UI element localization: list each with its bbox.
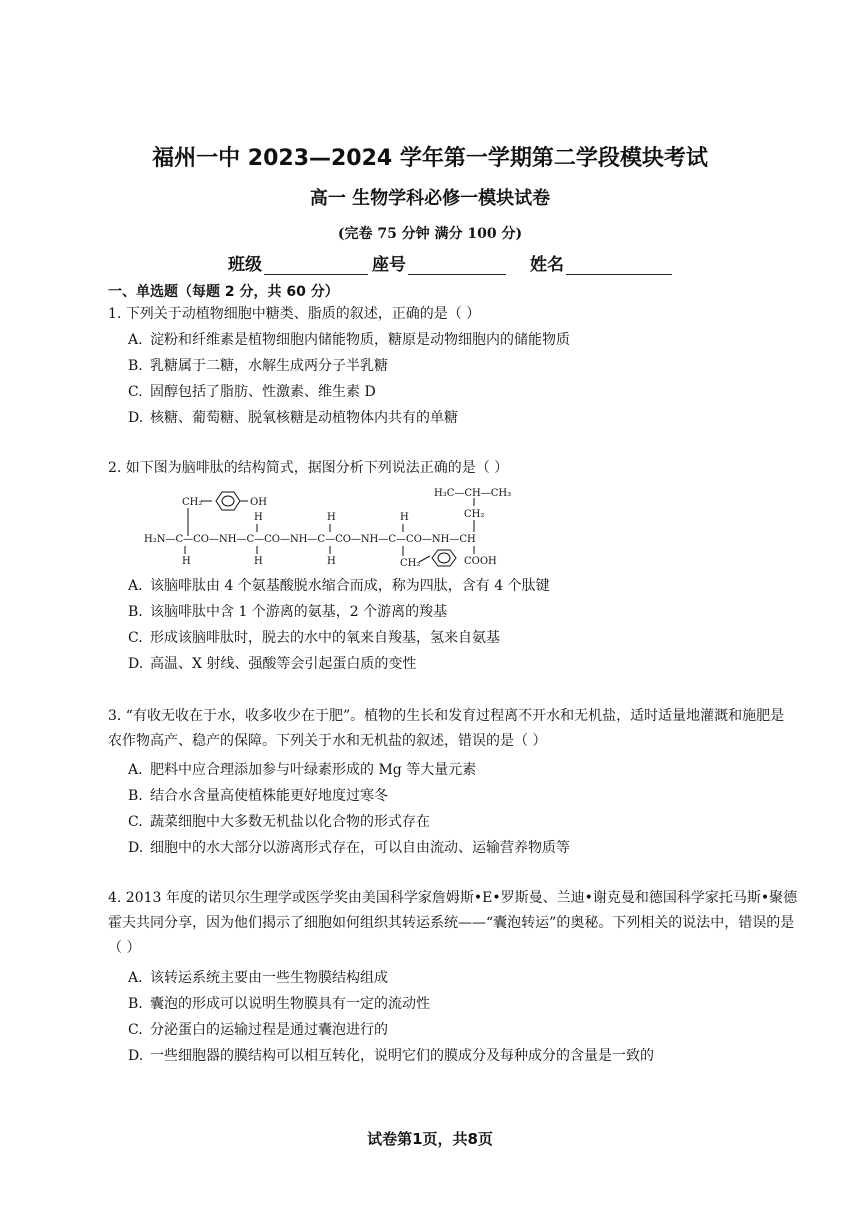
question-1-option-a[interactable] [128,330,570,350]
question-4-option-d[interactable] [128,1046,654,1066]
question-4-option-a[interactable] [128,968,388,988]
name-field [530,250,672,275]
formula-ch2-top-left: CH₂ [182,497,203,508]
option-text: 细胞中的水大部分以游离形式存在，可以自由流动、运输营养物质等 [150,840,570,856]
seat-field [372,250,506,275]
option-text: 肥料中应合理添加参与叶绿素形成的 Mg 等大量元素 [150,762,477,778]
option-text: 该脑啡肽由 4 个氨基酸脱水缩合而成，称为四肽，含有 4 个肽键 [150,578,550,594]
exam-title: 福州一中 2023—2024 学年第一学期第二学段模块考试 [152,146,708,171]
class-label: 班级 [228,255,262,275]
formula-cooh: COOH [464,556,497,567]
question-2-option-d[interactable] [128,654,416,674]
benzene-ring-bottom [432,550,456,566]
exam-subtitle: 高一 生物学科必修一模块试卷 [309,188,551,209]
name-blank[interactable] [566,256,672,275]
question-3-option-c[interactable] [128,812,430,832]
benzene-ring-top [216,492,240,510]
question-1-option-c[interactable] [128,382,376,402]
option-letter: B. [128,604,143,620]
option-letter: D. [128,656,144,672]
option-letter: D. [128,1048,144,1064]
enkephalin-structure-formula [144,484,544,570]
formula-main-chain: H₂N—C—CO—NH—C—CO—NH—C—CO—NH—C—CO—NH—CH [144,534,476,545]
formula-ch2-right: CH₂ [464,509,485,520]
option-text: 分泌蛋白的运输过程是通过囊泡进行的 [150,1022,388,1038]
option-letter: D. [128,840,144,856]
question-2-option-a[interactable] [128,576,550,596]
option-text: 该脑啡肽中含 1 个游离的氨基，2 个游离的羧基 [150,604,448,620]
option-text: 核糖、葡萄糖、脱氧核糖是动植物体内共有的单糖 [150,410,458,426]
question-1-option-b[interactable] [128,356,388,376]
page-footer: 试卷第1页，共8页 [367,1130,493,1148]
formula-h-label: H [254,512,263,523]
option-text: 囊泡的形成可以说明生物膜具有一定的流动性 [150,996,430,1012]
time-note: (完卷 75 分钟 满分 100 分) [337,226,523,242]
class-blank[interactable] [264,256,368,275]
formula-oh: OH [250,497,267,508]
question-3-option-b[interactable] [128,786,388,806]
question-4-option-c[interactable] [128,1020,388,1040]
class-field [228,250,368,275]
question-2-stem: 2. 如下图为脑啡肽的结构简式，据图分析下列说法正确的是（ ） [108,460,509,476]
option-text: 蔬菜细胞中大多数无机盐以化合物的形式存在 [150,814,430,830]
option-letter: B. [128,358,143,374]
question-3-option-d[interactable] [128,838,570,858]
option-letter: D. [128,410,144,426]
option-text: 该转运系统主要由一些生物膜结构组成 [150,970,388,986]
question-1-stem: 1. 下列关于动植物细胞中糖类、脂质的叙述，正确的是（ ） [108,306,481,322]
option-text: 固醇包括了脂肪、性激素、维生素 D [150,384,376,400]
question-3-option-a[interactable] [128,760,476,780]
option-letter: C. [128,1022,143,1038]
question-4-stem: 4. 2013 年度的诺贝尔生理学或医学奖由美国科学家詹姆斯•E•罗斯曼、兰迪•谢克曼和德国科学家托马斯•聚德霍夫共同分享，因为他们揭示了细胞如何组织其转运系统——“囊泡转运”的奥秘。下列相关的说法中，错误的是（ ） [108,890,798,956]
question-1-option-d[interactable] [128,408,458,428]
formula-h-label: H [182,556,191,567]
option-text: 形成该脑啡肽时，脱去的水中的氧来自羧基，氢来自氨基 [150,630,500,646]
formula-ch2-bottom: CH₂ [400,558,421,569]
option-letter: C. [128,630,143,646]
option-letter: B. [128,996,143,1012]
formula-h-label: H [400,512,409,523]
option-letter: A. [128,970,143,986]
option-letter: B. [128,788,143,804]
option-letter: A. [128,762,143,778]
formula-h-label: H [254,556,263,567]
option-letter: C. [128,814,143,830]
formula-h-label: H [327,512,336,523]
formula-isopropyl: H₃C—CH—CH₃ [434,488,512,499]
seat-label: 座号 [372,255,406,275]
option-letter: C. [128,384,143,400]
option-text: 淀粉和纤维素是植物细胞内储能物质，糖原是动物细胞内的储能物质 [150,332,570,348]
option-text: 乳糖属于二糖，水解生成两分子半乳糖 [150,358,388,374]
question-4-option-b[interactable] [128,994,430,1014]
option-text: 结合水含量高使植株能更好地度过寒冬 [150,788,388,804]
formula-h-label: H [327,556,336,567]
option-text: 高温、X 射线、强酸等会引起蛋白质的变性 [150,656,417,672]
option-letter: A. [128,578,143,594]
question-2-option-c[interactable] [128,628,500,648]
section-heading: 一、单选题（每题 2 分，共 60 分） [108,284,339,300]
option-text: 一些细胞器的膜结构可以相互转化，说明它们的膜成分及每种成分的含量是一致的 [150,1048,654,1064]
option-letter: A. [128,332,143,348]
name-label: 姓名 [530,255,564,275]
question-2-option-b[interactable] [128,602,447,622]
question-3-stem: 3. “有收无收在于水，收多收少在于肥”。植物的生长和发育过程离不开水和无机盐，适时适量地灌溉和施肥是农作物高产、稳产的保障。下列关于水和无机盐的叙述，错误的是（ ） [108,708,785,749]
seat-blank[interactable] [408,256,506,275]
